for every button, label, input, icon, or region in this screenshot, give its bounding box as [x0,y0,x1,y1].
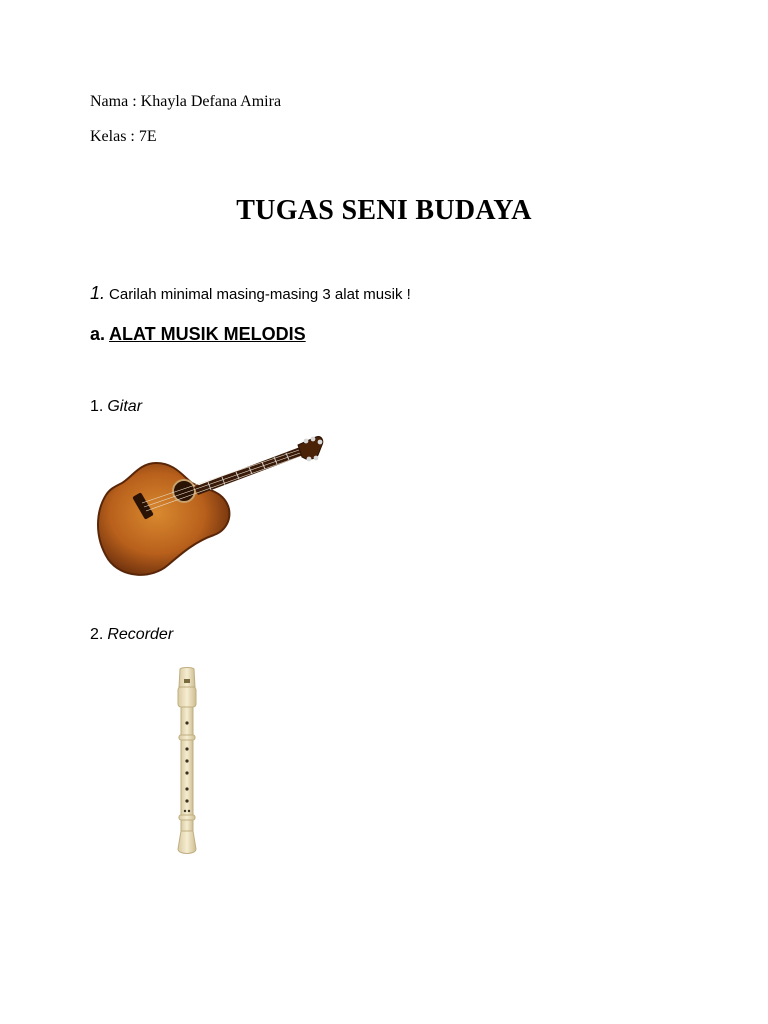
question-1 [90,283,411,304]
student-name-line [90,93,281,111]
question-number: 1. [90,283,106,303]
name-label: Nama : [90,93,137,110]
document-title: TUGAS SENI BUDAYA [236,195,532,226]
class-value: 7E [138,128,157,145]
list-item-recorder [90,626,173,644]
item-number: 1. [90,398,104,415]
name-value: Khayla Defana Amira [140,93,282,110]
item-name: Recorder [107,626,174,643]
list-item-gitar [90,398,142,416]
guitar-image [92,433,324,579]
item-number: 2. [90,626,104,643]
question-text: Carilah minimal masing-masing 3 alat musik ! [109,286,411,303]
section-a-heading [90,324,306,345]
student-class-line [90,128,157,146]
item-name: Gitar [107,398,143,415]
section-title: ALAT MUSIK MELODIS [109,324,306,344]
recorder-image [92,665,286,863]
section-prefix: a. [90,324,106,344]
class-label: Kelas : [90,128,135,145]
